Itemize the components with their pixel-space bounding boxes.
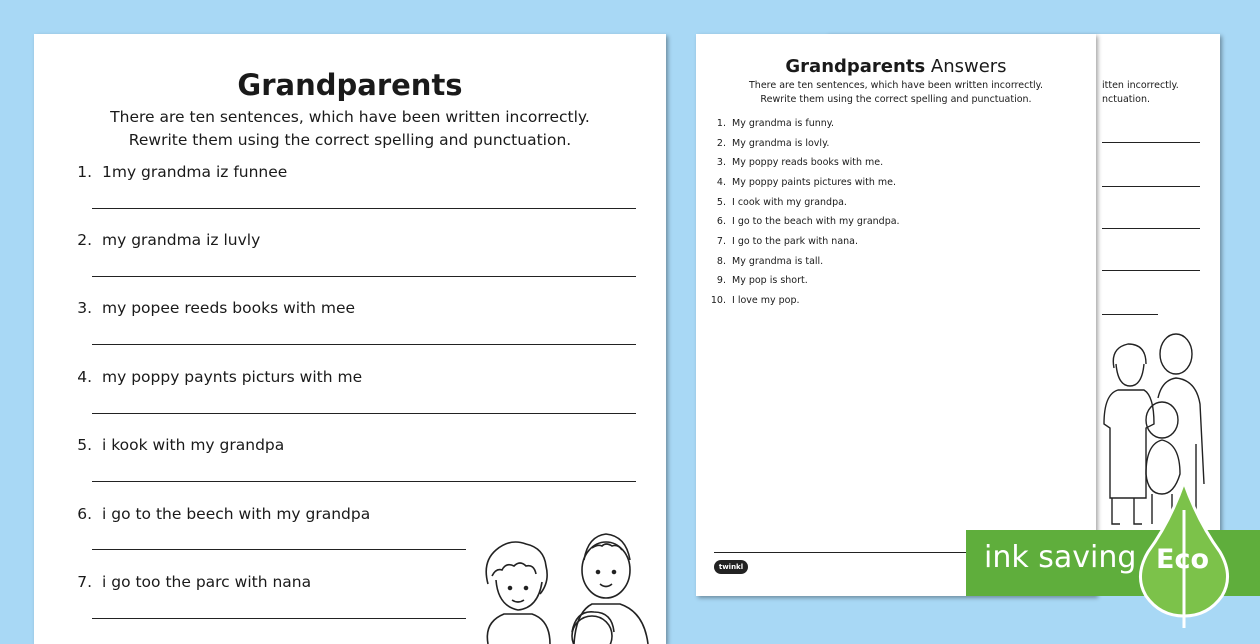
answer-line-6[interactable] [92, 549, 466, 550]
answer-item: 1. My grandma is funny. [716, 118, 835, 129]
question-1: 1. 1my grandma iz funnee [77, 163, 288, 181]
question-6: 6. i go to the beech with my grandpa [77, 505, 371, 523]
eco-label: Eco [1156, 544, 1209, 575]
answer-line-3[interactable] [92, 344, 636, 345]
worksheet-page [34, 34, 666, 644]
answer-item: 3. My poppy reads books with me. [716, 157, 884, 168]
answers-title: Grandparents Answers [785, 56, 1007, 77]
back-line [1102, 228, 1200, 229]
back-intro-line-2: nctuation. [1102, 94, 1151, 105]
question-2: 2. my grandma iz luvly [77, 231, 261, 249]
answer-line-5[interactable] [92, 481, 636, 482]
answer-line-1[interactable] [92, 208, 636, 209]
twinkl-logo: twinkl [714, 560, 748, 574]
question-7: 7. i go too the parc with nana [77, 573, 312, 591]
answer-line-4[interactable] [92, 413, 636, 414]
back-intro-line-1: itten incorrectly. [1102, 80, 1179, 91]
answer-item: 5. I cook with my grandpa. [716, 197, 847, 208]
back-line [1102, 314, 1158, 315]
answer-item: 2. My grandma is lovly. [716, 138, 830, 149]
grandparents-illustration [474, 496, 666, 644]
answers-intro-line-1: There are ten sentences, which have been written incorrectly. [749, 80, 1043, 91]
worksheet-intro-line-1: There are ten sentences, which have been written incorrectly. [110, 108, 590, 126]
answer-item: 10. I love my pop. [710, 295, 800, 306]
back-line [1102, 186, 1200, 187]
worksheet-intro-line-2: Rewrite them using the correct spelling and punctuation. [128, 131, 572, 149]
answer-line-7[interactable] [92, 618, 466, 619]
question-3: 3. my popee reeds books with mee [77, 299, 356, 317]
question-5: 5. i kook with my grandpa [77, 436, 285, 454]
answer-item: 4. My poppy paints pictures with me. [716, 177, 897, 188]
answer-item: 6. I go to the beach with my grandpa. [716, 216, 900, 227]
answer-line-2[interactable] [92, 276, 636, 277]
back-line [1102, 270, 1200, 271]
back-line [1102, 142, 1200, 143]
answer-item: 7. I go to the park with nana. [716, 236, 859, 247]
answers-page [696, 34, 1096, 596]
question-4: 4. my poppy paynts picturs with me [77, 368, 363, 386]
answer-item: 8. My grandma is tall. [716, 256, 824, 267]
answer-item: 9. My pop is short. [716, 275, 808, 286]
answers-intro-line-2: Rewrite them using the correct spelling and punctuation. [760, 94, 1032, 105]
ink-saving-label: ink saving [984, 540, 1137, 575]
worksheet-title: Grandparents [237, 68, 463, 102]
eco-leaf [1138, 480, 1230, 634]
